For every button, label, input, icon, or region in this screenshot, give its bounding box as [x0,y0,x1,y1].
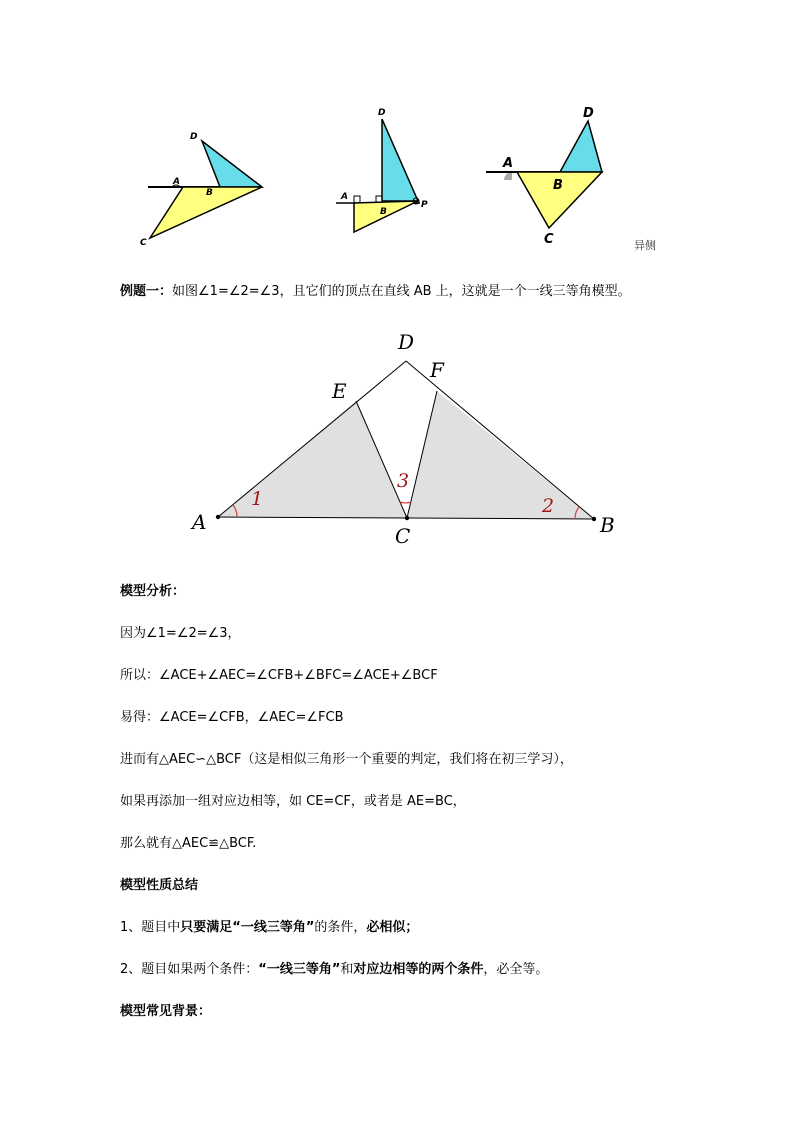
main-label-c: C [395,524,411,548]
summary-item-1-part-b: 只要满足“一线三等角” [180,920,315,935]
analysis-line-5: 如果再添加一组对应边相等，如 CE=CF，或者是 AE=BC， [120,794,466,809]
analysis-line-4: 进而有△AEC∽△BCF（这是相似三角形一个重要的判定，我们将在初三学习）， [120,752,573,767]
example-line [120,283,631,301]
fig3-caption: 异侧 [634,239,656,252]
analysis-heading: 模型分析： [120,584,186,599]
fig3-label-a: A [503,156,514,171]
main-label-e: E [332,379,347,403]
fig2-label-p: P [421,200,428,210]
example-label: 例题一： [120,284,173,299]
fig3-label-b: B [553,178,563,193]
analysis-line-2: 所以：∠ACE+∠AEC=∠CFB+∠BFC=∠ACE+∠BCF [120,668,438,683]
summary-heading: 模型性质总结 [120,878,199,893]
summary-item-1-part-a: 1、题目中 [120,920,181,935]
summary-item-2-part-a: 2、题目如果两个条件： [120,962,259,977]
background-heading: 模型常见背景： [120,1004,212,1019]
main-label-b: B [600,513,615,537]
top-figures [0,95,794,260]
angle-3-label: 3 [397,470,410,492]
analysis-line-3: 易得：∠ACE=∠CFB，∠AEC=∠FCB [120,710,344,725]
summary-item-1-part-c: 的条件， [314,920,367,935]
summary-item-2-part-d: 对应边相等的两个条件 [353,962,484,977]
fig1-label-b: B [206,188,213,198]
figure-1 [140,132,262,248]
fig3-label-c: C [544,232,554,247]
summary-item-2-part-b: “一线三等角” [258,962,341,977]
summary-item-2-part-e: ，必全等。 [483,962,549,977]
fig1-label-d: D [190,132,198,142]
fig1-label-c: C [140,238,147,248]
fig2-cyan-triangle [382,119,418,201]
fig2-label-a: A [341,192,348,202]
summary-item-2-part-c: 和 [340,962,354,977]
fig1-cyan-triangle [202,141,262,187]
angle-2-label: 2 [542,495,555,517]
main-label-f: F [430,358,444,382]
triangle-aec [218,401,410,518]
main-label-a: A [192,510,207,534]
analysis-line-6: 那么就有△AEC≌△BCF. [120,836,257,851]
main-label-d: D [398,330,415,354]
figure-3 [486,106,656,252]
summary-item-1 [120,919,418,937]
analysis-line-1: 因为∠1=∠2=∠3， [120,626,241,641]
fig3-label-d: D [583,106,594,121]
triangle-bcf [407,391,594,519]
figure-2 [336,108,428,232]
fig1-label-a: A [173,177,180,187]
summary-item-1-part-d: 必相似； [366,920,419,935]
angle-1-label: 1 [251,488,264,510]
summary-item-2 [120,961,548,979]
fig2-label-b: B [380,207,387,217]
fig3-cyan-triangle [560,121,602,172]
fig2-label-d: D [378,108,386,118]
example-text: 如图∠1=∠2=∠3，且它们的顶点在直线 AB 上，这就是一个一线三等角模型。 [172,284,631,299]
main-figure [0,325,794,555]
